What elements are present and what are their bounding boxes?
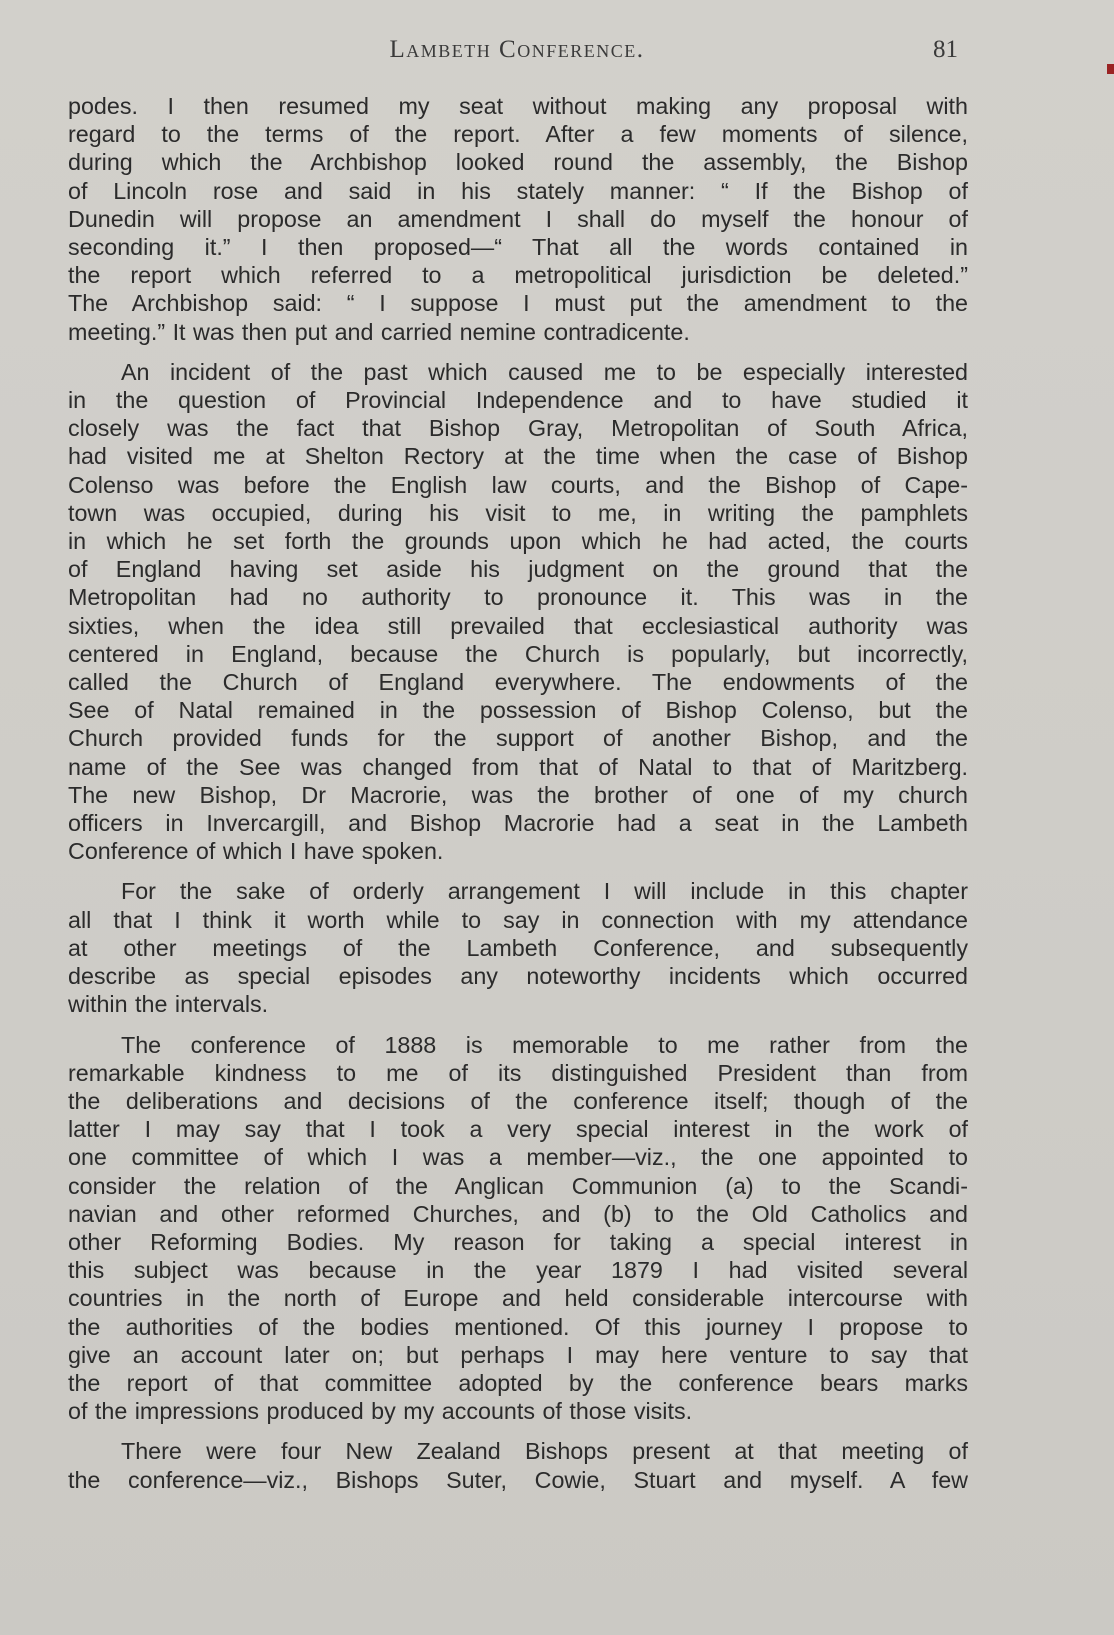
text-line: in which he set forth the grounds upon which he had acted, the courts [68,528,968,555]
text-line: officers in Invercargill, and Bishop Macrorie had a seat in the Lambeth [68,810,968,837]
text-line: during which the Archbishop looked round the assembly, the Bishop [68,149,968,176]
text-line: give an account later on; but perhaps I may here venture to say that [68,1341,968,1368]
text-line: There were four New Zealand Bishops present at that meeting of [121,1438,968,1465]
text-line: Colenso was before the English law courts, and the Bishop of Cape- [68,471,968,498]
text-line: of England having set aside his judgment on the ground that the [68,556,968,583]
running-title: Lambeth Conference. [389,36,645,63]
body-text [68,92,968,1506]
text-line: latter I may say that I took a very special interest in the work of [68,1116,968,1143]
paragraph [68,877,968,1018]
text-line: meeting.” It was then put and carried nemine contradicente. [68,318,690,345]
text-line: For the sake of orderly arrangement I will include in this chapter [121,878,968,905]
text-line: The new Bishop, Dr Macrorie, was the brother of one of my church [68,781,968,808]
text-line: Dunedin will propose an amendment I shall do myself the honour of [68,205,968,232]
text-line: had visited me at Shelton Rectory at the time when the case of Bishop [68,443,968,470]
text-line: remarkable kindness to me of its distinguished President than from [68,1059,968,1086]
text-line: of the impressions produced by my accounts of those visits. [68,1398,693,1425]
text-line: closely was the fact that Bishop Gray, Metropolitan of South Africa, [68,415,968,442]
text-line: See of Natal remained in the possession of Bishop Colenso, but the [68,697,968,724]
text-line: the report which referred to a metropolitical jurisdiction be deleted.” [68,262,968,289]
paragraph [68,92,968,346]
text-line: seconding it.” I then proposed—“ That all the words contained in [68,234,968,261]
text-line: regard to the terms of the report. After a few moments of silence, [68,121,968,148]
text-line: Church provided funds for the support of another Bishop, and the [68,725,968,752]
text-line: in the question of Provincial Independence and to have studied it [68,387,968,414]
text-line: this subject was because in the year 1879 I had visited several [68,1257,968,1284]
text-line: within the intervals. [68,991,269,1018]
text-line: all that I think it worth while to say in connection with my attendance [68,906,968,933]
text-line: Metropolitan had no authority to pronounce it. This was in the [68,584,968,611]
paragraph [68,1031,968,1426]
text-line: An incident of the past which caused me to be especially interested [121,358,968,385]
text-line: other Reforming Bodies. My reason for taking a special interest in [68,1228,968,1255]
text-line: town was occupied, during his visit to me, in writing the pamphlets [68,499,968,526]
text-line: navian and other reformed Churches, and (b) to the Old Catholics and [68,1200,968,1227]
text-line: at other meetings of the Lambeth Conference, and subsequently [68,934,968,961]
text-line: centered in England, because the Church is popularly, but incorrectly, [68,640,968,667]
text-line: the conference—viz., Bishops Suter, Cowie, Stuart and myself. A few [68,1466,968,1493]
text-line: one committee of which I was a member—viz., the one appointed to [68,1144,968,1171]
page-number: 81 [933,36,958,63]
paragraph [68,1437,968,1493]
running-header [68,36,966,70]
text-line: sixties, when the idea still prevailed that ecclesiastical authority was [68,612,968,639]
text-line: the authorities of the bodies mentioned. Of this journey I propose to [68,1313,968,1340]
text-line: name of the See was changed from that of Natal to that of Maritzberg. [68,753,968,780]
paragraph [68,358,968,866]
text-line: Conference of which I have spoken. [68,838,444,865]
text-line: describe as special episodes any noteworthy incidents which occurred [68,963,968,990]
page-edge-tab [1107,64,1114,74]
text-line: of Lincoln rose and said in his stately manner: “ If the Bishop of [68,177,968,204]
text-line: the report of that committee adopted by the conference bears marks [68,1369,968,1396]
text-line: called the Church of England everywhere. The endowments of the [68,669,968,696]
text-line: consider the relation of the Anglican Communion (a) to the Scandi- [68,1172,968,1199]
text-line: The conference of 1888 is memorable to me rather from the [121,1031,968,1058]
text-line: countries in the north of Europe and held considerable intercourse with [68,1285,968,1312]
text-line: the deliberations and decisions of the conference itself; though of the [68,1087,968,1114]
text-line: The Archbishop said: “ I suppose I must put the amendment to the [68,290,968,317]
text-line: podes. I then resumed my seat without making any proposal with [68,93,968,119]
